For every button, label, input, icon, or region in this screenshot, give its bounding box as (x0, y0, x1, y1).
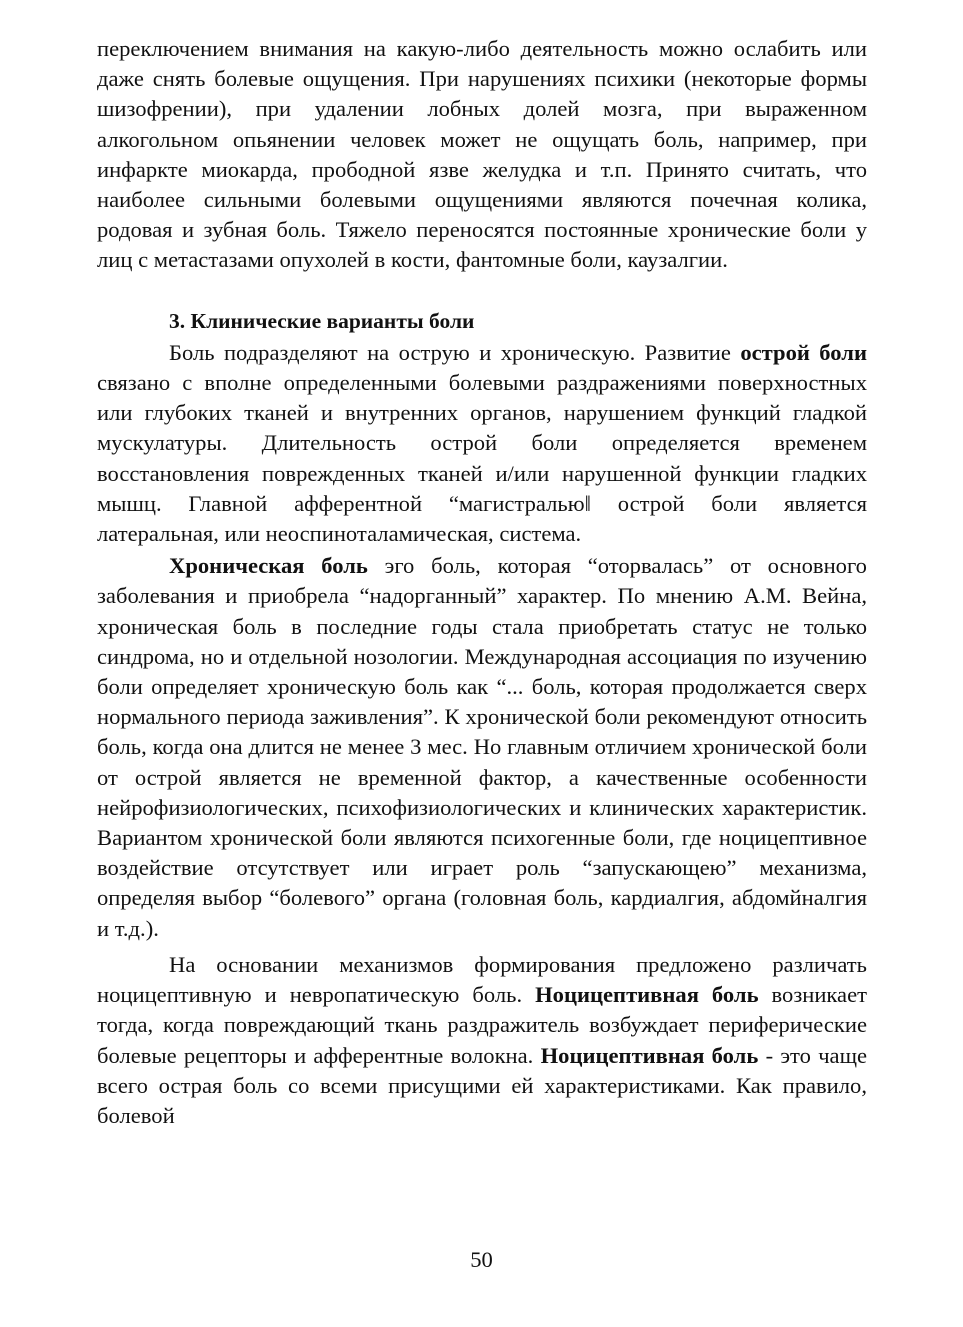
chronic-pain-paragraph (97, 551, 867, 944)
text-body (97, 34, 867, 1131)
acute-pain-text-1: Боль подразделяют на острую и хроническую. Развитие (169, 339, 741, 365)
nociceptive-term-2: Ноцицептивная боль (540, 1042, 759, 1068)
nociceptive-text-2: возникает тогда, когда повреждающий ткань раздражитель возбуждает периферические болевые рецепторы и афферентные волокна. (97, 982, 867, 1068)
nociceptive-text-1: На основании механизмов формирования предложено различать ноцицептивную и невропатическую боль. (97, 951, 867, 1008)
acute-pain-text-2: связано с вполне определенными болевыми раздражениями поверхностных или глубоких тканей и внутренних органов, нарушением функций гладкой мускулатуры. Длительность острой боли определяется временем восстановления поврежденных тканей и/или нарушенной функции гладких мышц. Главной афферентной “магистралью‖ острой боли является латеральная, или неоспиноталамическая, система. (97, 370, 867, 547)
acute-pain-term: острой боли (740, 339, 868, 365)
chronic-pain-term: Хроническая боль (169, 553, 368, 579)
nociceptive-paragraph (97, 950, 867, 1131)
section-heading: 3. Клинические варианты боли (169, 308, 475, 333)
acute-pain-paragraph (97, 338, 867, 549)
nociceptive-term-1: Ноцицептивная боль (535, 982, 759, 1008)
chronic-pain-text: эго боль, которая “оторвалась” от основного заболевания и приобрела “надорганный” характер. По мнению А.М. Вейна, хроническая боль в последние годы стала приобретать статус не только синдрома, но и отдельной нозологии. Международная ассоциация по изучению боли определяет хроническую боль как “... боль, которая продолжается сверх нормального периода заживления”. К хронической боли рекомендуют относить боль, когда она длится не менее 3 мес. Но главным отличием хронической боли от острой является не временной фактор, а качественные особенности нейрофизиологических, психофизиологических и клинических характеристик. Вариантом хронической боли являются психогенные боли, где ноцицептивное воздействие отсутствует или играет роль “запускающею” механизма, определяя выбор “болевого” органа (головная боль, кардиалгия, абдомйналгия и т.д.). (97, 553, 867, 941)
intro-paragraph: переключением внимания на какую-либо деятельность можно ослабить или даже снять болевые ощущения. При нарушениях психики (некоторые формы шизофрении), при удалении лобных долей мозга, при выраженном алкогольном опьянении человек может не ощущать боль, например, при инфаркте миокарда, прободной язве желудка и т.п. Принято считать, что наиболее сильными болевыми ощущениями являются почечная колика, родовая и зубная боль. Тяжело переносятся постоянные хронические боли у лиц с метастазами опухолей в кости, фантомные боли, каузалгии. (97, 36, 867, 273)
nociceptive-text-3: - это чаще всего острая боль со всеми присущими ей характеристиками. Как правило, болевой (97, 1042, 868, 1128)
page-number: 50 (470, 1247, 493, 1272)
